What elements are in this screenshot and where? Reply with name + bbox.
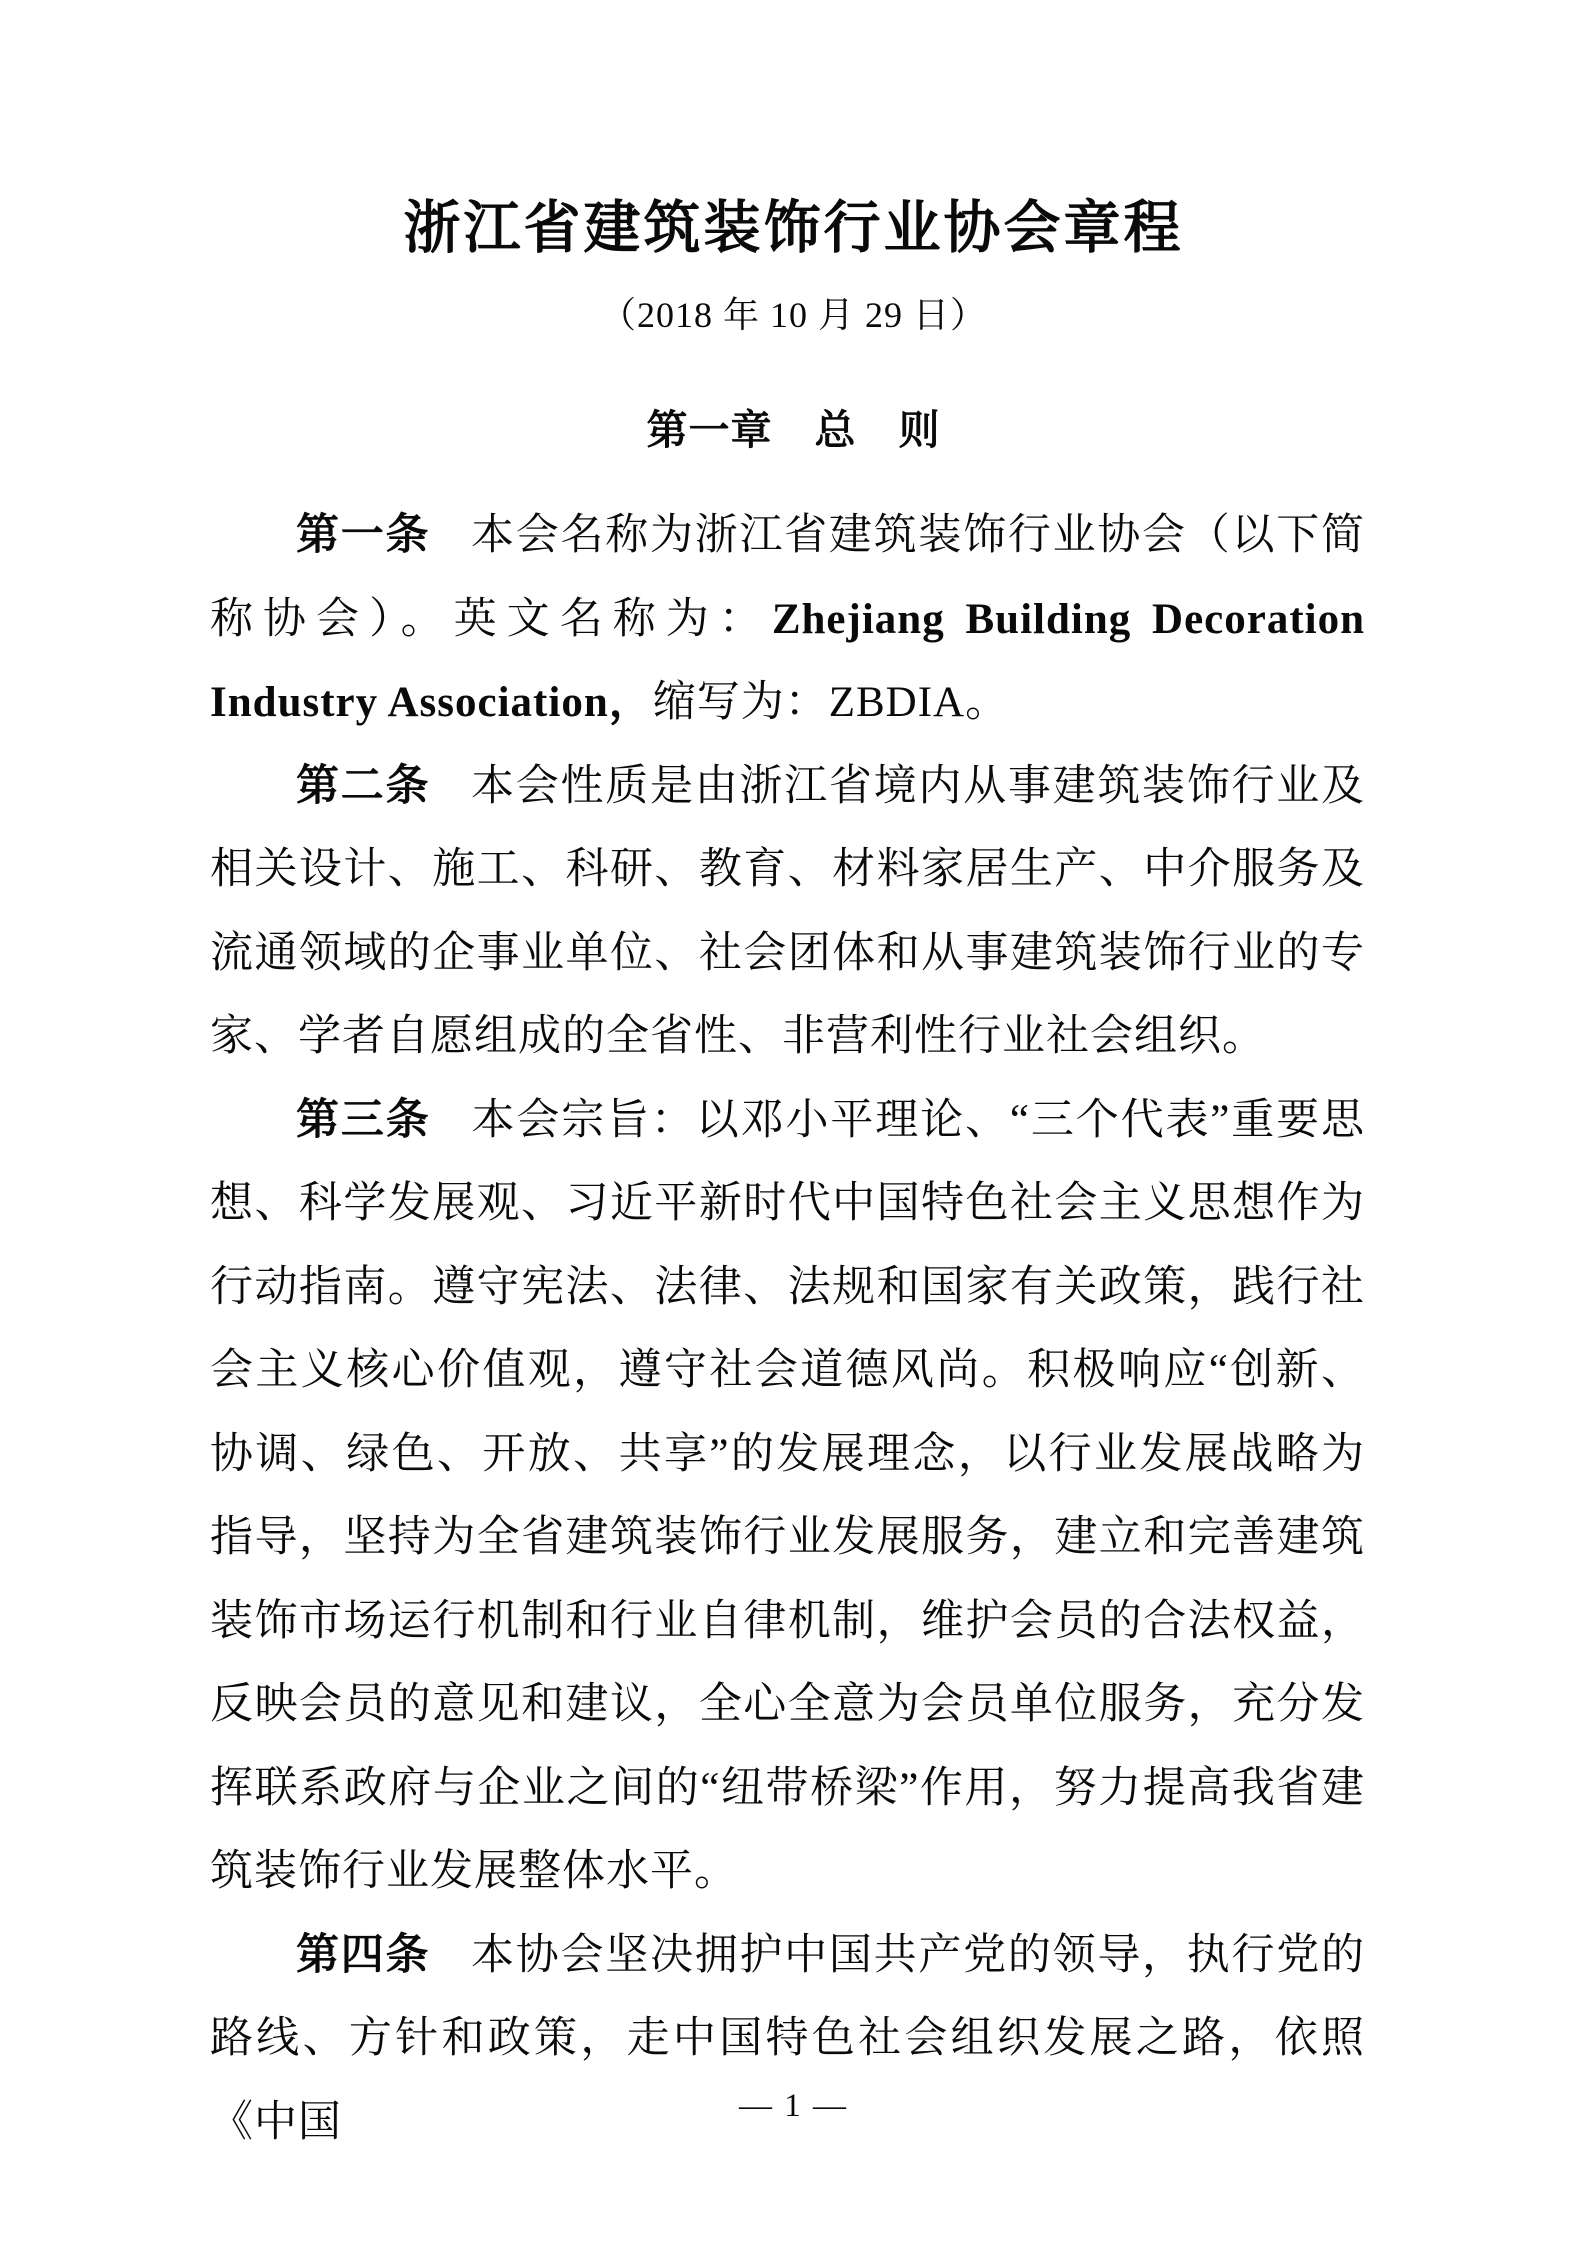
article-1-english-name: Zhejiang Building Decoration Industry Association， — [210, 595, 1366, 726]
chapter-heading: 第一章 总 则 — [646, 407, 941, 453]
footer-page-number: — 1 — — [739, 2088, 848, 2124]
article-paragraph-3 — [210, 1079, 1365, 1914]
article-2-text-segment-1: 本会性质是由浙江省境内从事建筑装饰行业及相关设计、施工、科研、教育、材料家居生产、中介服务及流通领域的企事业单位、社会团体和从事建筑装饰行业的专家、学者自愿组成的全省性、非营利性行业社会组织。 — [210, 762, 1365, 1060]
article-paragraph-1 — [210, 494, 1365, 745]
article-1-text-segment-1: 本会名称为浙江省建筑装饰行业协会（以下简称协会）。英文名称为： — [210, 512, 1365, 643]
document-date-line: （2018 年 10 月 29 日） — [599, 295, 987, 335]
document-title: 浙江省建筑装饰行业协会章程 — [403, 196, 1184, 260]
document-body — [210, 494, 1365, 2164]
article-3-label: 第三条 — [296, 1095, 431, 1144]
article-4-label: 第四条 — [296, 1930, 431, 1979]
article-3-text-segment-1: 本会宗旨：以邓小平理论、“三个代表”重要思想、科学发展观、习近平新时代中国特色社会主义思想作为行动指南。遵守宪法、法律、法规和国家有关政策，践行社会主义核心价值观，遵守社会道德风尚。积极响应“创新、协调、绿色、开放、共享”的发展理念，以行业发展战略为指导，坚持为全省建筑装饰行业发展服务，建立和完善建筑装饰市场运行机制和行业自律机制，维护会员的合法权益，反映会员的意见和建议，全心全意为会员单位服务，充分发挥联系政府与企业之间的“纽带桥梁”作用，努力提高我省建筑装饰行业发展整体水平。 — [210, 1096, 1366, 1895]
article-paragraph-4 — [210, 1914, 1365, 2165]
article-paragraph-2 — [210, 745, 1365, 1079]
article-2-label: 第二条 — [296, 761, 431, 810]
article-1-text-segment-2: 缩写为：ZBDIA。 — [652, 679, 1010, 726]
article-1-label: 第一条 — [296, 511, 431, 559]
article-4-text-segment-1: 本协会坚决拥护中国共产党的领导，执行党的路线、方针和政策，走中国特色社会组织发展之路，依照《中国 — [210, 1931, 1365, 2146]
